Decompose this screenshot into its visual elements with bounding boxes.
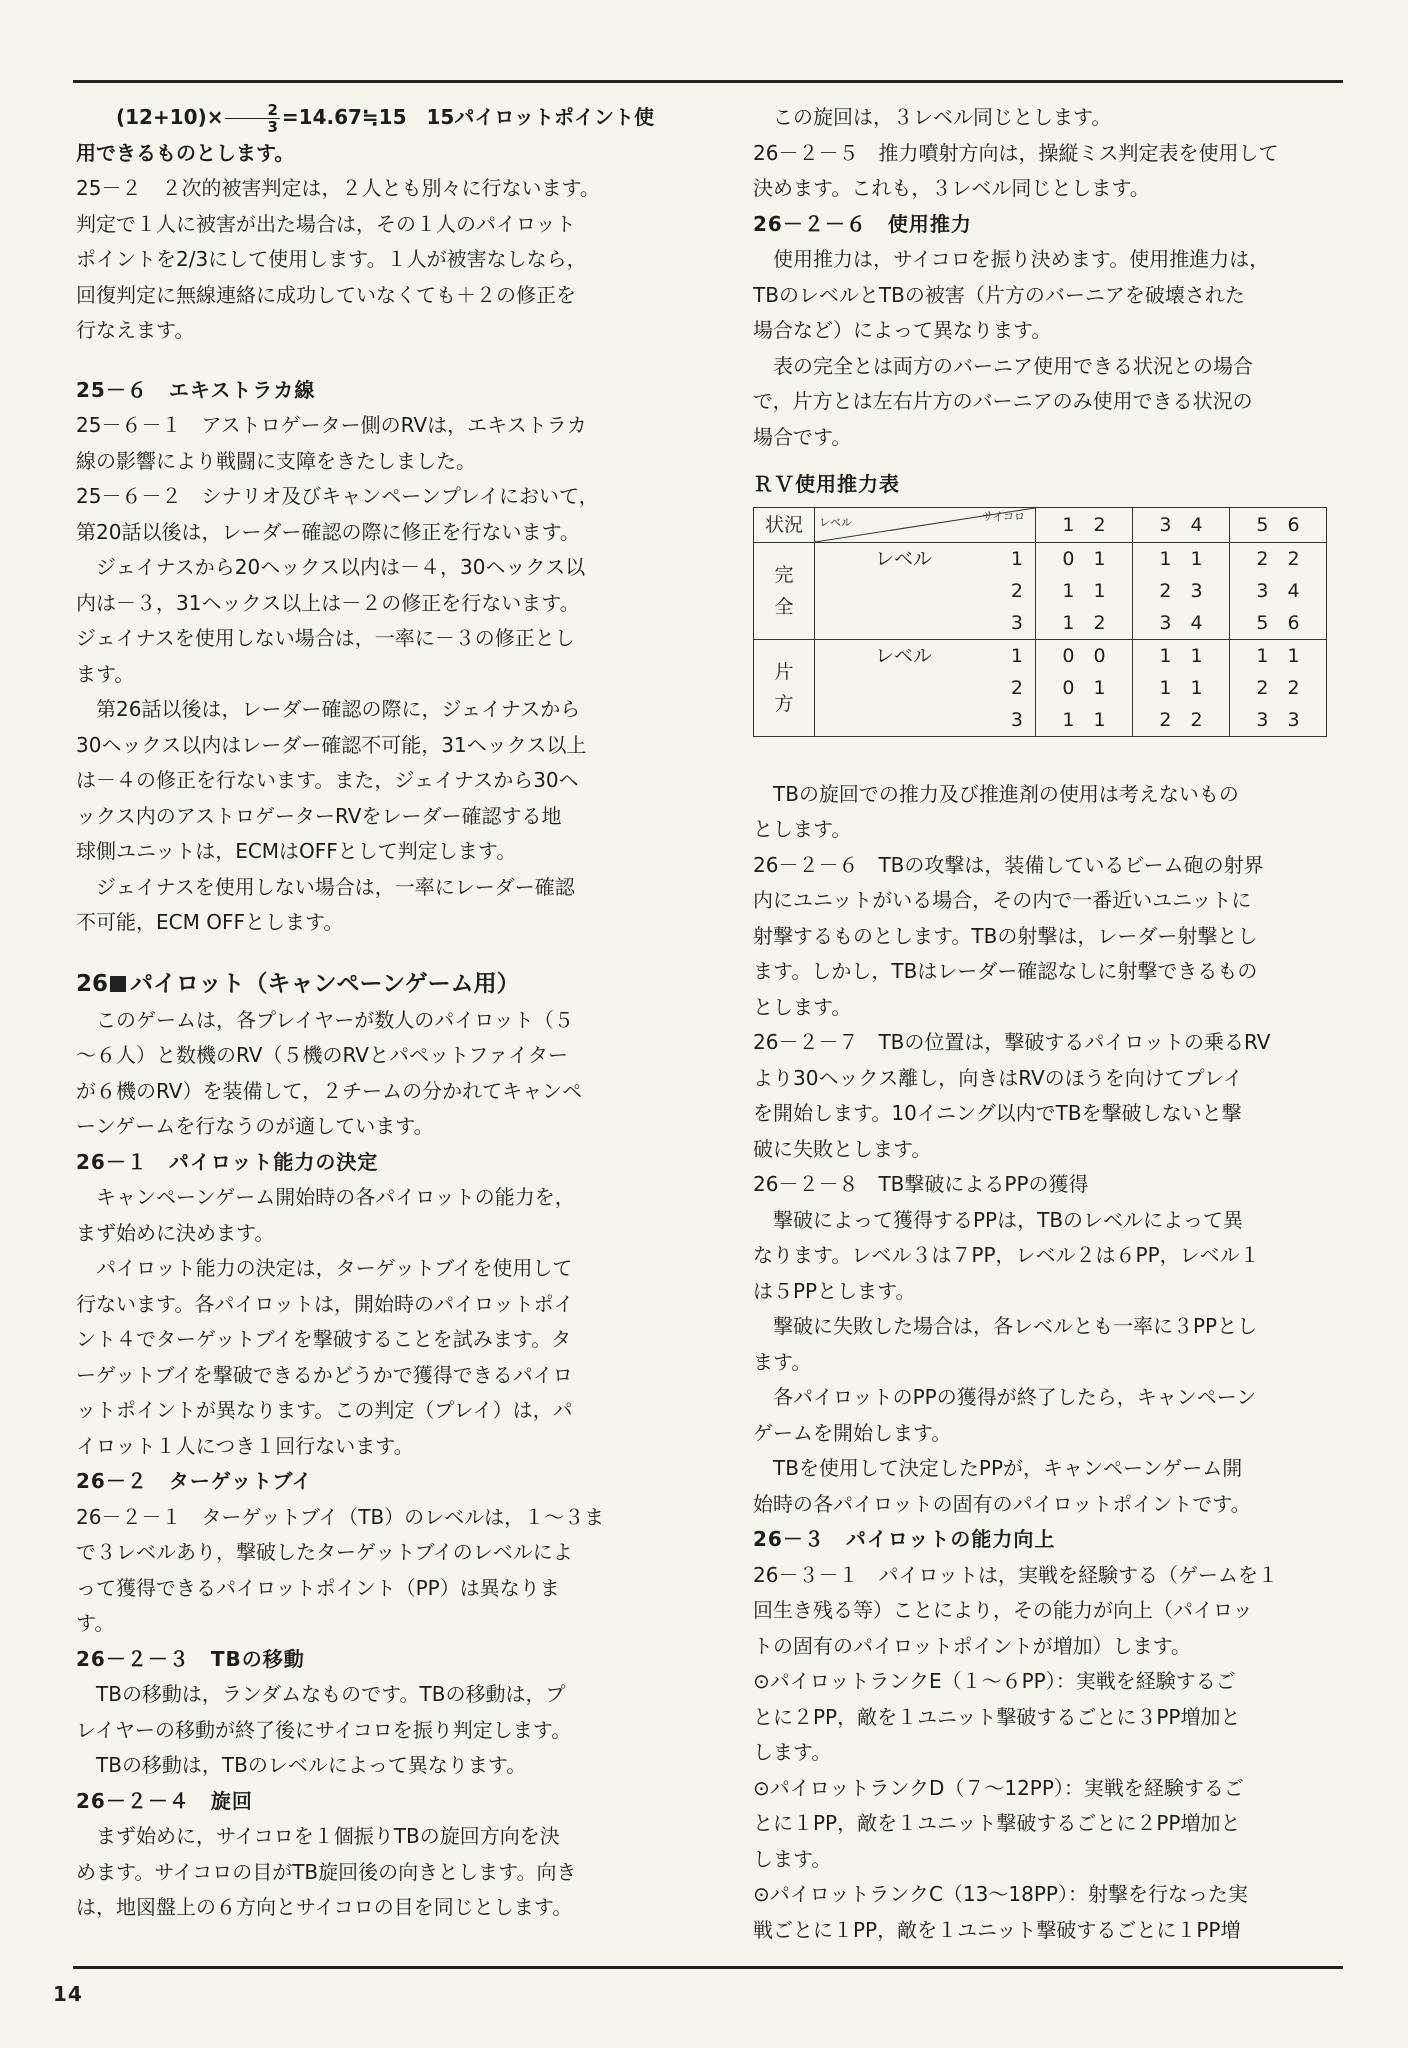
bottom-rule: [73, 1966, 1343, 1969]
text-line: は５PPとします。: [753, 1278, 916, 1303]
text-line: 25－２ ２次的被害判定は，２人とも別々に行ないます。: [76, 176, 600, 200]
value: 3 3: [1256, 708, 1300, 731]
text-line: します。: [753, 1740, 832, 1764]
value: 0 1: [1062, 676, 1106, 699]
text-line: めます。サイコロの目がTB旋回後の向きとします。向き: [76, 1859, 577, 1884]
subsection-heading: 25－６ エキストラカ線: [76, 377, 316, 402]
text-line: 25－６－１ アストロゲーター側のRVは，エキストラカ: [76, 413, 587, 437]
section-heading: [76, 965, 654, 1003]
level-word: [875, 640, 932, 736]
text-line: ジェイナスから20ヘックス以内は－４，30ヘックス以: [96, 555, 586, 579]
text-line: す。: [76, 1611, 115, 1635]
text-line: 射撃するものとします。TBの射撃は，レーダー射撃とし: [753, 923, 1258, 948]
text-line: まず始めに，サイコロを１個振りTBの旋回方向を決: [96, 1824, 560, 1848]
text-line: ます。: [76, 661, 135, 686]
text-line: ーゲットブイを撃破できるかどうかで獲得できるパイロ: [76, 1362, 573, 1387]
text-line: まず始めに決めます。: [76, 1220, 275, 1245]
table-header-status: 状況: [754, 507, 815, 542]
dice-group-2: 3 4: [1133, 507, 1230, 542]
table-row: [754, 542, 1327, 639]
header-level-label: レベル: [819, 515, 852, 529]
text-line: 26－２－６ TBの攻撃は，装備しているビーム砲の射界: [753, 852, 1264, 877]
text-line: 回復判定に無線連絡に成功していなくても＋２の修正を: [76, 282, 576, 307]
subsection-heading: 26－１ パイロット能力の決定: [76, 1149, 379, 1174]
text-line: 場合です。: [753, 424, 852, 449]
level-numbers: [1011, 640, 1023, 736]
text-line: ポイントを2/3にして使用します。１人が被害なしなら，: [76, 247, 587, 271]
text-line: 25－６－２ シナリオ及びキャンペーンプレイにおいて，: [76, 484, 599, 508]
text-line: は－４の修正を行ないます。また，ジェイナスから30ヘ: [76, 768, 579, 792]
text-line: 撃破に失敗した場合は，各レベルとも一率に３PPとし: [773, 1314, 1258, 1338]
section-number: 26: [76, 970, 109, 997]
text-line: ⊙パイロットランクD（７～12PP）：実戦を経験するご: [753, 1775, 1244, 1800]
text-line: 回生き残る等）ことにより，その能力が向上（パイロッ: [753, 1598, 1253, 1622]
text-line: 30ヘックス以内はレーダー確認不可能，31ヘックス以上: [76, 732, 587, 757]
text-line: レイヤーの移動が終了後にサイコロを振り判定します。: [76, 1717, 572, 1742]
level-word-text: レベル: [875, 644, 933, 667]
text-line: とに２PP，敵を１ユニット撃破するごとに３PP増加と: [753, 1704, 1241, 1729]
text-line: で３レベルあり，撃破したターゲットブイのレベルによ: [76, 1540, 573, 1564]
text-line: 各パイロットのPPの獲得が終了したら，キャンペーン: [773, 1385, 1257, 1409]
table-header-diagonal: [815, 507, 1036, 542]
text-line: 判定で１人に被害が出た場合は，その１人のパイロット: [76, 211, 576, 236]
value-cell: [1133, 639, 1230, 736]
section-title: パイロット（キャンペーンゲーム用）: [130, 970, 520, 997]
right-column: [753, 100, 1331, 1948]
text-line: なります。レベル３は７PP，レベル２は６PP，レベル１: [753, 1243, 1260, 1267]
value: 2 2: [1256, 676, 1300, 699]
text-line: 26－２－１ ターゲットブイ（TB）のレベルは，１～３ま: [76, 1504, 605, 1529]
level-numbers: [1011, 543, 1023, 639]
fraction-denominator: 3: [267, 118, 278, 136]
text-line: は，地図盤上の６方向とサイコロの目を同じとします。: [76, 1895, 573, 1919]
level-number: 2: [1010, 579, 1023, 602]
spacer: [753, 455, 1331, 467]
level-number: 3: [1010, 611, 1023, 634]
value: 1 1: [1159, 676, 1203, 699]
dice-group-1: 1 2: [1036, 507, 1133, 542]
text-line: パイロット能力の決定は，ターゲットブイを使用して: [96, 1256, 573, 1280]
subsection-heading: 26－２－３ TBの移動: [76, 1646, 305, 1671]
fraction: [225, 102, 279, 135]
text-line: って獲得できるパイロットポイント（PP）は異なりま: [76, 1575, 560, 1600]
text-line: ックス内のアストロゲーターRVをレーダー確認する地: [76, 803, 562, 828]
text-line: TBのレベルとTBの被害（片方のバーニアを破壊された: [753, 282, 1245, 307]
text-line: とします。: [753, 994, 852, 1019]
value: 1 1: [1062, 579, 1106, 602]
header-dice-label: サイコロ: [982, 509, 1025, 523]
text-line: 使用推力は，サイコロを振り決めます。使用推進力は，: [773, 247, 1270, 271]
text-line: 球側ユニットは，ECMはOFFとして判定します。: [76, 839, 517, 863]
text-line: ジェイナスを使用しない場合は，一率にレーダー確認: [96, 874, 575, 899]
level-number: 1: [1010, 644, 1023, 667]
subsection-heading: 26－３ パイロットの能力向上: [753, 1527, 1056, 1551]
text-line: 26－２－５ 推力噴射方向は，操縦ミス判定表を使用して: [753, 140, 1279, 165]
value: 0 1: [1062, 547, 1106, 570]
value: 2 2: [1159, 708, 1203, 731]
text-line: ジェイナスを使用しない場合は，一率に－３の修正とし: [76, 626, 575, 650]
formula-before: (12+10)×: [116, 105, 224, 129]
value: 1 1: [1062, 708, 1106, 731]
level-number: 2: [1010, 676, 1023, 699]
text-line: 行ないます。各パイロットは，開始時のパイロットポイ: [76, 1291, 574, 1316]
text-line: が６機のRV）を装備して，２チームの分かれてキャンペ: [76, 1078, 583, 1103]
level-cell: [815, 542, 1036, 639]
text-line: 用できるものとします。: [76, 140, 295, 165]
rv-thrust-table: [753, 507, 1327, 737]
text-line: この旋回は，３レベル同じとします。: [773, 105, 1112, 129]
text-line: で，片方とは左右片方のバーニアのみ使用できる状況の: [753, 389, 1253, 413]
text-line: 26－２－７ TBの位置は，撃破するパイロットの乗るRV: [753, 1030, 1271, 1054]
section-mark-icon: [110, 976, 126, 992]
text-line: 第26話以後は，レーダー確認の際に，ジェイナスから: [96, 697, 581, 721]
text-line: 始時の各パイロットの固有のパイロットポイントです。: [753, 1491, 1251, 1516]
group-label: [754, 639, 815, 736]
text-line: ゲームを開始します。: [753, 1420, 952, 1445]
text-line: 破に失敗とします。: [753, 1136, 932, 1161]
text-line: より30ヘックス離し，向きはRVのほうを向けてプレイ: [753, 1065, 1243, 1090]
group-label-char: 方: [774, 692, 794, 715]
value-cell: [1036, 542, 1133, 639]
text-line: ⊙パイロットランクE（１～６PP）：実戦を経験するご: [753, 1669, 1236, 1693]
right-column-top: [753, 100, 1331, 503]
value: 2 2: [1256, 547, 1300, 570]
formula-after: =14.67≒15 15パイロットポイント使: [281, 105, 654, 129]
text-line: ットポイントが異なります。この判定（プレイ）は，パ: [76, 1398, 573, 1422]
fraction-numerator: 2: [225, 102, 279, 119]
subsection-heading: ＲＶ使用推力表: [753, 472, 900, 496]
value: 2 3: [1159, 579, 1203, 602]
text-line: 26－２－８ TB撃破によるPPの獲得: [753, 1172, 1089, 1196]
left-column: [76, 100, 654, 1926]
level-word-text: レベル: [875, 547, 933, 570]
text-line: ～６人）と数機のRV（５機のRVとパペットファイター: [76, 1043, 568, 1067]
text-line: 内にユニットがいる場合，その内で一番近いユニットに: [753, 888, 1252, 912]
value: 1 1: [1159, 644, 1203, 667]
text-line: 決めます。これも，３レベル同じとします。: [753, 176, 1150, 200]
value: 3 4: [1159, 611, 1203, 634]
text-line: 26－３－１ パイロットは，実戦を経験する（ゲームを１: [753, 1562, 1279, 1587]
value-cell: [1230, 639, 1327, 736]
group-label: [754, 542, 815, 639]
level-word: [875, 543, 932, 639]
text-line: TBを使用して決定したPPが，キャンペーンゲーム開: [773, 1456, 1243, 1480]
value-cell: [1230, 542, 1327, 639]
text-line: イロット１人につき１回行ないます。: [76, 1433, 414, 1458]
text-line: TBの移動は，ランダムなものです。TBの移動は，プ: [96, 1682, 566, 1706]
dice-group-3: 5 6: [1230, 507, 1327, 542]
page-number: 14: [53, 1982, 83, 2006]
text-line: を開始します。10イニング以内でTBを撃破しないと撃: [753, 1101, 1242, 1125]
value: 3 4: [1256, 579, 1300, 602]
text-line: 不可能，ECM OFFとします。: [76, 910, 344, 934]
spacer: [76, 941, 654, 965]
text-line: します。: [753, 1846, 832, 1871]
value-cell: [1036, 639, 1133, 736]
text-line: ーンゲームを行なうのが適しています。: [76, 1114, 434, 1138]
value: 0 0: [1062, 644, 1106, 667]
subsection-heading: 26－２ ターゲットブイ: [76, 1469, 313, 1493]
text-line: 場合など）によって異なります。: [753, 318, 1052, 342]
text-line: トの固有のパイロットポイントが増加）します。: [753, 1633, 1191, 1658]
text-line: とします。: [753, 817, 852, 841]
text-line: ⊙パイロットランクC（13～18PP）：射撃を行なった実: [753, 1882, 1248, 1906]
text-line: ます。しかし，TBはレーダー確認なしに射撃できるもの: [753, 959, 1258, 983]
text-line: 線の影響により戦闘に支障をきたしました。: [76, 448, 476, 473]
formula-line: [76, 100, 654, 136]
spacer: [76, 349, 654, 373]
text-line: 行なえます。: [76, 318, 195, 342]
value: 1 1: [1159, 547, 1203, 570]
text-line: 撃破によって獲得するPPは，TBのレベルによって異: [773, 1207, 1244, 1232]
value: 1 1: [1256, 644, 1300, 667]
value-cell: [1133, 542, 1230, 639]
value: 5 6: [1256, 611, 1300, 634]
text-line: TBの移動は，TBのレベルによって異なります。: [96, 1753, 527, 1777]
subsection-heading: 26－２－６ 使用推力: [753, 211, 972, 236]
text-line: TBの旋回での推力及び推進剤の使用は考えないもの: [773, 781, 1239, 806]
text-line: キャンペーンゲーム開始時の各パイロットの能力を，: [96, 1185, 575, 1209]
table-row: [754, 639, 1327, 736]
right-column-bottom: [753, 777, 1331, 1949]
level-number: 3: [1010, 708, 1023, 731]
group-label-char: 完: [774, 563, 794, 586]
value: 1 2: [1062, 611, 1106, 634]
text-line: 第20話以後は，レーダー確認の際に修正を行ないます。: [76, 519, 580, 544]
group-label-char: 全: [774, 595, 794, 618]
text-line: 内は－３，31ヘックス以上は－２の修正を行ないます。: [76, 590, 580, 615]
level-cell: [815, 639, 1036, 736]
text-line: 表の完全とは両方のバーニア使用できる状況との場合: [773, 353, 1253, 378]
top-rule: [73, 80, 1343, 83]
text-line: ント４でターゲットブイを撃破することを試みます。タ: [76, 1327, 572, 1351]
subsection-heading: 26－２－４ 旋回: [76, 1788, 253, 1813]
group-label-char: 片: [774, 660, 794, 683]
text-line: ます。: [753, 1349, 812, 1374]
text-line: このゲームは，各プレイヤーが数人のパイロット（５: [96, 1007, 574, 1032]
text-line: とに１PP，敵を１ユニット撃破するごとに２PP増加と: [753, 1811, 1241, 1835]
level-number: 1: [1010, 547, 1023, 570]
text-line: 戦ごとに１PP，敵を１ユニット撃破するごとに１PP増: [753, 1917, 1241, 1942]
